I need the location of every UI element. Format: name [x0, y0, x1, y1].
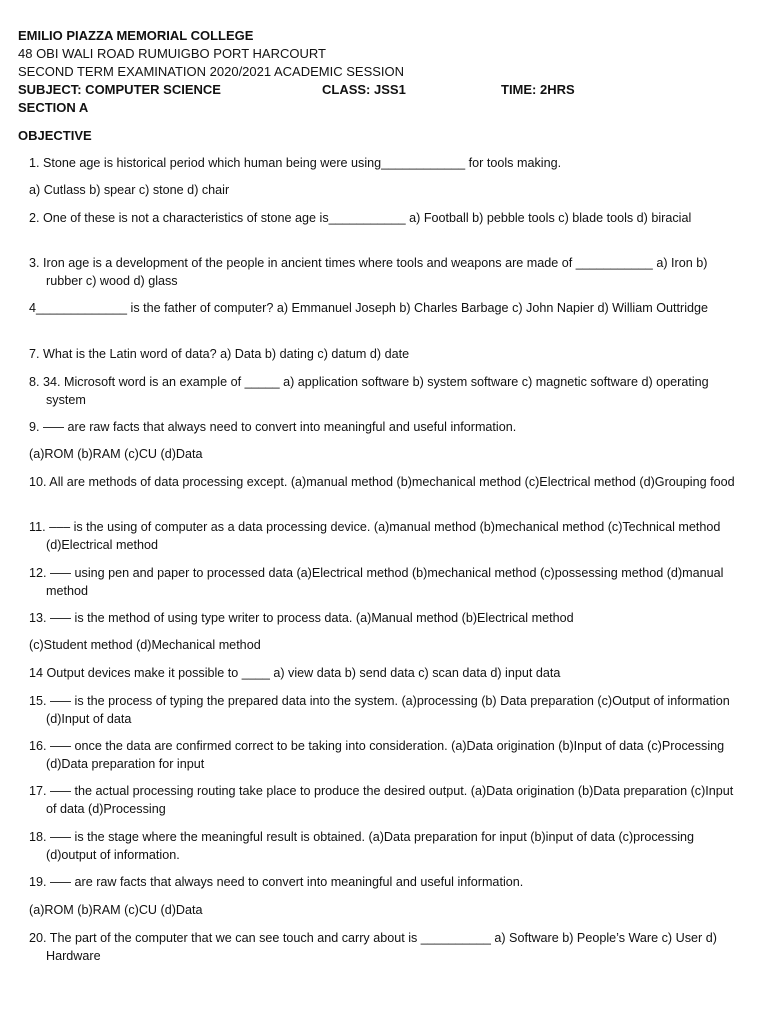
class-label: CLASS: JSS1: [322, 82, 406, 97]
question-11: 11. ––– is the using of computer as a data processing device. (a)manual method (b)mechanical method (c)Technical method (d)Electrical method: [29, 520, 721, 552]
question-17: 17. ––– the actual processing routing take place to produce the desired output. (a)Data origination (b)Data preparation (c)Input of data (d)Processing: [29, 784, 734, 816]
question-15: 15. ––– is the process of typing the prepared data into the system. (a)processing (b) Data preparation (c)Output of information (d)Input of data: [29, 694, 730, 726]
question-13: 13. ––– is the method of using type writer to process data. (a)Manual method (b)Electrical method: [29, 611, 574, 625]
question-4: 4_____________ is the father of computer? a) Emmanuel Joseph b) Charles Barbage c) John Napier d) William Outtridge: [29, 301, 709, 315]
question-10: 10. All are methods of data processing except. (a)manual method (b)mechanical method (c)Electrical method (d)Grouping food: [29, 475, 735, 489]
question-16: 16. ––– once the data are confirmed correct to be taking into consideration. (a)Data origination (b)Input of data (c)Processing (d)Data preparation for input: [29, 739, 725, 771]
school-name: EMILIO PIAZZA MEMORIAL COLLEGE: [18, 28, 254, 43]
question-1-options: a) Cutlass b) spear c) stone d) chair: [29, 183, 230, 197]
school-address: 48 OBI WALI ROAD RUMUIGBO PORT HARCOURT: [18, 46, 326, 61]
objective-heading: OBJECTIVE: [18, 128, 92, 143]
question-13-options: (c)Student method (d)Mechanical method: [29, 638, 261, 652]
time-label: TIME: 2HRS: [501, 82, 575, 97]
question-18: 18. ––– is the stage where the meaningful result is obtained. (a)Data preparation for input (b)input of data (c)processing (d)output of information.: [29, 830, 695, 862]
question-12: 12. ––– using pen and paper to processed data (a)Electrical method (b)mechanical method (c)possessing method (d)manual method: [29, 566, 724, 598]
question-8: 8. 34. Microsoft word is an example of _____ a) application software b) system software c) magnetic software d) operating system: [29, 375, 709, 407]
question-14: 14 Output devices make it possible to ____ a) view data b) send data c) scan data d) input data: [29, 666, 561, 680]
question-9: 9. ––– are raw facts that always need to convert into meaningful and useful information.: [29, 420, 517, 434]
question-20: 20. The part of the computer that we can see touch and carry about is __________ a) Software b) People’s Ware c) User d) Hardware: [29, 931, 717, 963]
subject-label: SUBJECT: COMPUTER SCIENCE: [18, 82, 221, 97]
question-1: 1. Stone age is historical period which human being were using____________ for tools making.: [29, 156, 562, 170]
question-9-options: (a)ROM (b)RAM (c)CU (d)Data: [29, 447, 203, 461]
question-19-options: (a)ROM (b)RAM (c)CU (d)Data: [29, 903, 203, 917]
question-19: 19. ––– are raw facts that always need to convert into meaningful and useful information.: [29, 875, 524, 889]
question-7: 7. What is the Latin word of data? a) Data b) dating c) datum d) date: [29, 347, 410, 361]
exam-title: SECOND TERM EXAMINATION 2020/2021 ACADEMIC SESSION: [18, 64, 405, 79]
question-3: 3. Iron age is a development of the people in ancient times where tools and weapons are made of ___________ a) Iron b) rubber c) wood d) glass: [29, 256, 708, 288]
question-2: 2. One of these is not a characteristics of stone age is___________ a) Football b) pebble tools c) blade tools d) biracial: [29, 211, 692, 225]
section-heading: SECTION A: [18, 100, 89, 115]
